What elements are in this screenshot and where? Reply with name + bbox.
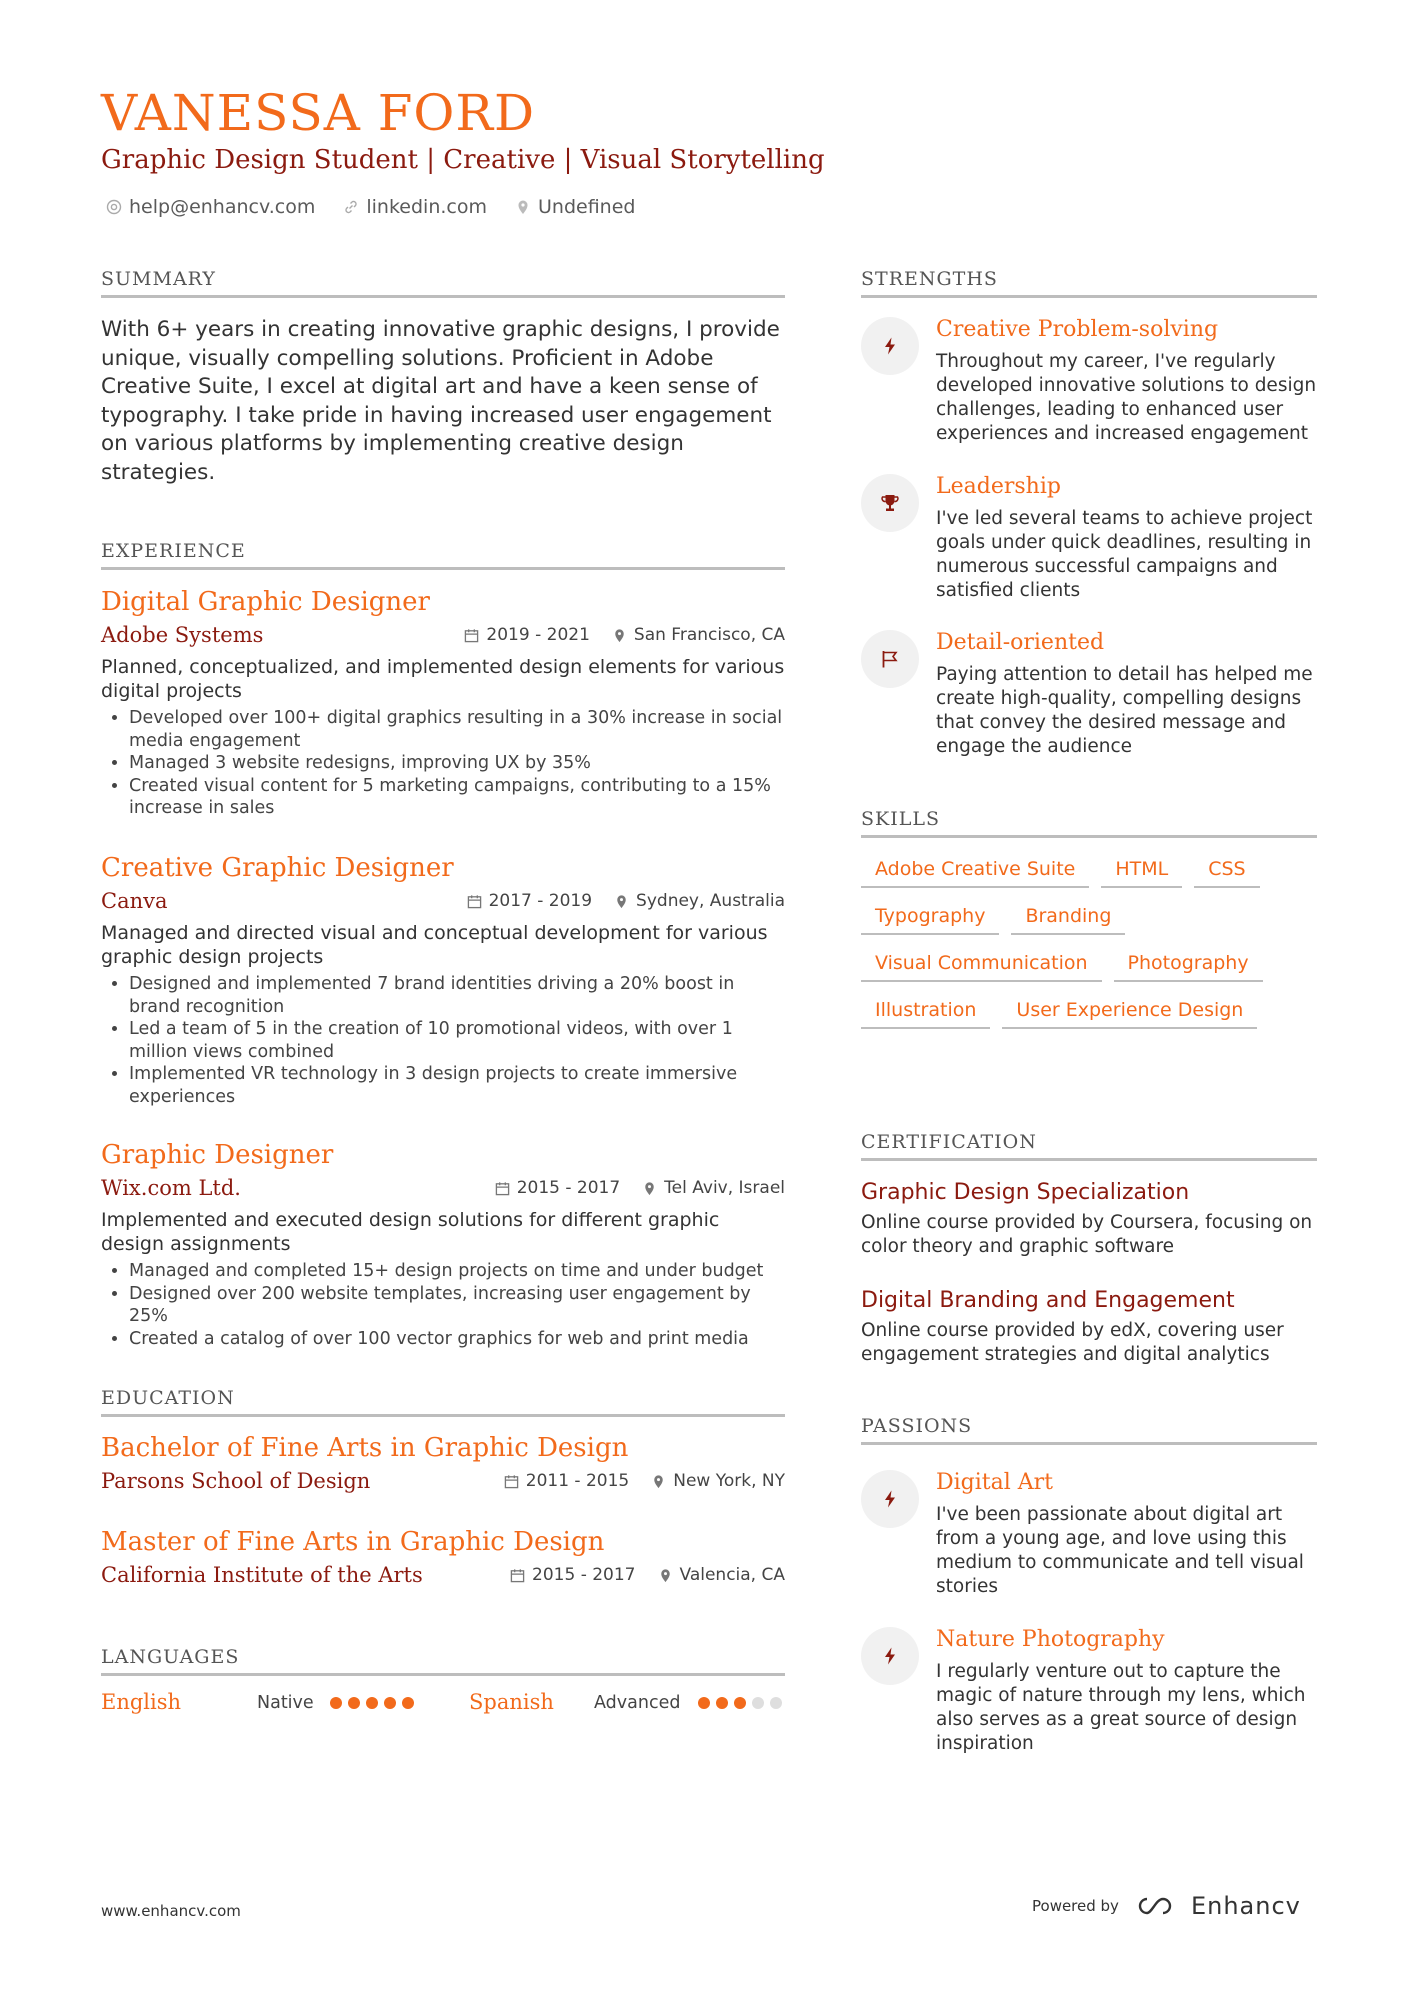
job-description: Implemented and executed design solutions for different graphic design assignments: [101, 1209, 720, 1255]
candidate-name: VANESSA FORD: [101, 84, 536, 142]
achievement-item: • Led a team of 5 in the creation of 10 promotional videos, with over 1 million views combined: [129, 1018, 785, 1063]
rating-dot: [716, 1697, 728, 1709]
skill-tag: User Experience Design: [1002, 999, 1257, 1029]
location-pin-icon: [614, 894, 629, 909]
rating-dot: [402, 1697, 414, 1709]
language-name: English: [101, 1690, 182, 1714]
company-name: Canva: [101, 889, 168, 913]
calendar-icon: [510, 1568, 525, 1583]
certification-heading: CERTIFICATION: [861, 1131, 1317, 1161]
location-pin-icon: [515, 199, 531, 215]
job-title: Digital Graphic Designer: [101, 587, 430, 617]
skill-tag: HTML: [1101, 858, 1182, 888]
footer-website[interactable]: www.enhancv.com: [101, 1902, 241, 1920]
skill-tag: Visual Communication: [861, 952, 1102, 982]
education-entry: [101, 1433, 785, 1493]
degree-title: Bachelor of Fine Arts in Graphic Design: [101, 1433, 629, 1463]
certification-title: Digital Branding and Engagement: [861, 1288, 1235, 1313]
bolt-icon: [880, 1646, 900, 1666]
education-location: New York, NY: [673, 1471, 785, 1491]
bolt-icon: [880, 1489, 900, 1509]
education-dates: 2015 - 2017: [532, 1565, 636, 1585]
certification-description: Online course provided by Coursera, focusing on color theory and graphic software: [861, 1212, 1313, 1257]
education-heading: EDUCATION: [101, 1387, 785, 1417]
icon-badge: [861, 1470, 919, 1528]
powered-by-label: Powered by: [1032, 1897, 1119, 1915]
achievement-item: • Managed 3 website redesigns, improving UX by 35%: [129, 752, 785, 775]
contact-email[interactable]: [106, 196, 315, 218]
rating-dot: [770, 1697, 782, 1709]
flag-icon: [880, 649, 900, 669]
job-dates: 2017 - 2019: [488, 891, 593, 911]
education-entry: [101, 1527, 785, 1587]
summary-heading: SUMMARY: [101, 268, 785, 298]
company-name: Wix.com Ltd.: [101, 1176, 241, 1200]
education-location: Valencia, CA: [679, 1565, 785, 1585]
contact-location: [515, 196, 635, 218]
enhancv-logo-icon: [1131, 1893, 1179, 1919]
languages-heading: LANGUAGES: [101, 1646, 785, 1676]
job-title: Graphic Designer: [101, 1140, 334, 1170]
icon-badge: [861, 1627, 919, 1685]
rating-dot: [348, 1697, 360, 1709]
contact-bar: [106, 196, 635, 218]
certification-item: [861, 1288, 1317, 1367]
calendar-icon: [495, 1181, 510, 1196]
skill-tag: CSS: [1194, 858, 1259, 888]
rating-dot: [734, 1697, 746, 1709]
job-dates: 2019 - 2021: [486, 625, 590, 645]
passion-title: Digital Art: [936, 1470, 1054, 1495]
language-level: Advanced: [594, 1693, 681, 1713]
achievement-item: • Designed over 200 website templates, increasing user engagement by 25%: [129, 1283, 785, 1328]
job-description: Managed and directed visual and conceptual development for various graphic design projects: [101, 922, 768, 968]
certification-title: Graphic Design Specialization: [861, 1180, 1190, 1205]
company-name: Adobe Systems: [101, 623, 264, 647]
job-location: Sydney, Australia: [636, 891, 785, 911]
skills-list: [861, 858, 1317, 1046]
job-location: San Francisco, CA: [633, 625, 785, 645]
achievement-list: [101, 1260, 785, 1350]
passions-heading: PASSIONS: [861, 1415, 1317, 1445]
skill-tag: Photography: [1114, 952, 1263, 982]
language-rating: [698, 1697, 782, 1709]
passion-description: I've been passionate about digital art from a young age, and love using this medium to communicate and tell visual stories: [936, 1504, 1304, 1597]
achievement-list: [101, 973, 785, 1108]
job-location: Tel Aviv, Israel: [664, 1178, 785, 1198]
certification-description: Online course provided by edX, covering user engagement strategies and digital analytics: [861, 1320, 1284, 1365]
strength-description: Paying attention to detail has helped me create high-quality, compelling designs that convey the desired message and engage the audience: [936, 664, 1313, 757]
trophy-icon: [880, 493, 900, 513]
skill-tag: Branding: [1011, 905, 1125, 935]
location-pin-icon: [651, 1474, 666, 1489]
languages-row: [101, 1690, 785, 1720]
icon-badge: [861, 630, 919, 688]
school-name: Parsons School of Design: [101, 1469, 371, 1493]
rating-dot: [698, 1697, 710, 1709]
school-name: California Institute of the Arts: [101, 1563, 423, 1587]
job-dates: 2015 - 2017: [516, 1178, 621, 1198]
strength-description: I've led several teams to achieve project goals under quick deadlines, resulting in numerous successful campaigns and satisfied clients: [936, 508, 1313, 601]
job-title: Creative Graphic Designer: [101, 853, 454, 883]
achievement-item: • Managed and completed 15+ design projects on time and under budget: [129, 1260, 785, 1283]
brand-name[interactable]: Enhancv: [1190, 1892, 1301, 1920]
achievement-item: • Developed over 100+ digital graphics resulting in a 30% increase in social media engagement: [129, 707, 785, 752]
experience-heading: EXPERIENCE: [101, 540, 785, 570]
rating-dot: [330, 1697, 342, 1709]
experience-entry: [101, 853, 785, 1108]
language-level: Native: [257, 1693, 314, 1713]
calendar-icon: [467, 894, 482, 909]
skill-tag: Typography: [861, 905, 999, 935]
bolt-icon: [880, 336, 900, 356]
location-pin-icon: [642, 1181, 657, 1196]
language-rating: [330, 1697, 414, 1709]
job-description: Planned, conceptualized, and implemented design elements for various digital projects: [101, 656, 785, 702]
strength-title: Detail-oriented: [936, 630, 1105, 655]
location-text: Undefined: [538, 196, 636, 218]
passion-description: I regularly venture out to capture the magic of nature through my lens, which also serves as a great source of design inspiration: [936, 1661, 1306, 1754]
rating-dot: [752, 1697, 764, 1709]
skills-heading: SKILLS: [861, 808, 1317, 838]
contact-linkedin[interactable]: [343, 196, 487, 218]
footer-branding: [1032, 1892, 1301, 1920]
rating-dot: [366, 1697, 378, 1709]
email-text: help@enhancv.com: [129, 196, 316, 218]
location-pin-icon: [658, 1568, 673, 1583]
strength-title: Creative Problem-solving: [936, 317, 1219, 342]
strengths-heading: STRENGTHS: [861, 268, 1317, 298]
headline: Graphic Design Student | Creative | Visual Storytelling: [101, 145, 825, 175]
strength-item: [861, 630, 1317, 770]
language-name: Spanish: [469, 1690, 554, 1714]
strength-item: [861, 474, 1317, 614]
icon-badge: [861, 317, 919, 375]
summary-text: With 6+ years in creating innovative graphic designs, I provide unique, visually compelling solutions. Proficient in Adobe Creative Suite, I excel at digital art and have a keen sense of typography. I take pride in having increased user engagement on various platforms by implementing creative design strategies.: [101, 317, 780, 485]
rating-dot: [384, 1697, 396, 1709]
achievement-list: [101, 707, 785, 820]
strength-item: [861, 317, 1317, 457]
skill-tag: Adobe Creative Suite: [861, 858, 1089, 888]
achievement-item: • Created a catalog of over 100 vector graphics for web and print media: [129, 1328, 785, 1351]
linkedin-text: linkedin.com: [366, 196, 487, 218]
strength-title: Leadership: [936, 474, 1061, 499]
experience-entry: [101, 587, 785, 820]
calendar-icon: [504, 1474, 519, 1489]
skill-tag: Illustration: [861, 999, 990, 1029]
degree-title: Master of Fine Arts in Graphic Design: [101, 1527, 605, 1557]
icon-badge: [861, 474, 919, 532]
passion-title: Nature Photography: [936, 1627, 1165, 1652]
experience-entry: [101, 1140, 785, 1350]
achievement-item: • Implemented VR technology in 3 design projects to create immersive experiences: [129, 1063, 785, 1108]
location-pin-icon: [612, 628, 627, 643]
link-icon: [343, 199, 359, 215]
passion-item: [861, 1627, 1317, 1767]
at-icon: [106, 199, 122, 215]
calendar-icon: [464, 628, 479, 643]
achievement-item: • Designed and implemented 7 brand identities driving a 20% boost in brand recognition: [129, 973, 785, 1018]
passion-item: [861, 1470, 1317, 1610]
achievement-item: • Created visual content for 5 marketing campaigns, contributing to a 15% increase in sales: [129, 775, 785, 820]
certification-item: [861, 1180, 1317, 1259]
strength-description: Throughout my career, I've regularly developed innovative solutions to design challenges, leading to enhanced user experiences and increased engagement: [936, 351, 1317, 444]
education-dates: 2011 - 2015: [525, 1471, 630, 1491]
